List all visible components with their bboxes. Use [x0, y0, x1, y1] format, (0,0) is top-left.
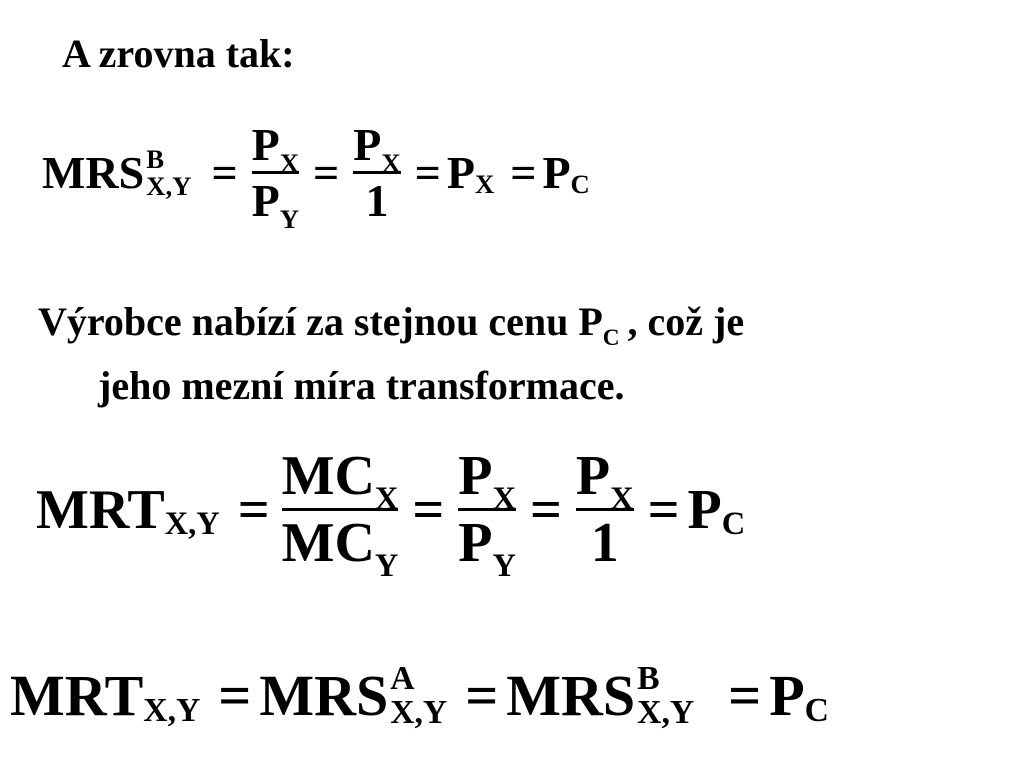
equation-equilibrium — [10, 662, 829, 729]
eq3-term2-supsub — [390, 662, 447, 729]
equation-mrt — [36, 444, 746, 584]
eq2-equals-3: = — [529, 478, 562, 541]
eq3-term3-sup: B — [637, 660, 660, 697]
eq3-term1-sub: X,Y — [143, 691, 201, 729]
eq3-term1: MRT — [10, 663, 144, 729]
eq2-term4: P — [687, 478, 722, 541]
eq1-frac2-den: 1 — [365, 175, 389, 226]
eq1-equals-2: = — [313, 147, 340, 198]
eq3-equals-1: = — [218, 663, 252, 729]
eq1-equals-3: = — [414, 147, 441, 198]
eq1-frac2-num-sub: X — [381, 148, 401, 178]
eq1-lhs-sub: X,Y — [146, 170, 192, 201]
eq2-frac3-num: P — [575, 445, 611, 507]
eq3-term4-sub: C — [804, 691, 829, 729]
eq2-frac3-den: 1 — [590, 512, 619, 574]
eq2-equals-2: = — [412, 478, 445, 541]
eq2-equals-1: = — [237, 478, 270, 541]
heading: A zrovna tak: — [62, 31, 295, 76]
paragraph-line-1 — [38, 298, 745, 352]
eq1-lhs-sup: B — [146, 143, 165, 174]
eq1-equals-1: = — [211, 147, 238, 198]
eq1-term4: P — [542, 147, 571, 198]
eq2-frac2-den: P — [458, 512, 493, 574]
eq2-frac2-num-sub: X — [492, 480, 516, 517]
eq3-term3-supsub — [637, 662, 694, 729]
eq2-lhs-main: MRT — [36, 478, 165, 541]
eq3-term4: P — [769, 663, 805, 729]
eq1-fraction-1 — [251, 118, 300, 234]
eq2-frac1-num: MC — [281, 445, 375, 507]
eq2-term4-sub: C — [721, 505, 746, 542]
eq3-term2-sub: X,Y — [390, 693, 448, 731]
eq3-equals-2: = — [465, 663, 499, 729]
eq2-equals-4: = — [647, 478, 680, 541]
eq3-equals-3: = — [728, 663, 762, 729]
eq1-equals-4: = — [510, 147, 537, 198]
eq2-fraction-1 — [281, 444, 399, 584]
eq1-frac1-den: P — [251, 175, 280, 226]
eq2-lhs-sub: X,Y — [164, 505, 220, 542]
eq2-fraction-2 — [458, 444, 516, 584]
eq2-frac3-num-sub: X — [610, 480, 634, 517]
eq2-frac2-den-sub: Y — [492, 547, 516, 584]
eq1-frac2-num: P — [353, 119, 382, 170]
paragraph-line-1-end: , což je — [627, 299, 745, 344]
eq3-term3-sub: X,Y — [637, 693, 695, 731]
eq3-term3: MRS — [506, 663, 636, 729]
eq1-frac1-num-sub: X — [279, 148, 300, 178]
paragraph-line-1-sub: C — [602, 325, 620, 352]
eq2-fraction-3 — [576, 444, 634, 575]
paragraph-line-1-text: Výrobce nabízí za stejnou cenu P — [38, 299, 603, 344]
eq2-frac2-num: P — [458, 445, 493, 507]
eq1-lhs-main: MRS — [42, 147, 145, 198]
eq1-term3: P — [446, 147, 475, 198]
eq1-term4-sub: C — [570, 169, 590, 199]
eq3-term2: MRS — [259, 663, 389, 729]
equation-mrs-b — [42, 118, 590, 234]
eq2-frac1-den: MC — [281, 512, 375, 574]
eq3-term2-sup: A — [390, 660, 415, 697]
eq1-lhs-supsub — [146, 143, 192, 201]
paragraph-line-2: jeho mezní míra transformace. — [98, 363, 625, 408]
eq1-frac1-num: P — [251, 119, 280, 170]
eq1-fraction-2 — [353, 118, 400, 227]
eq1-term3-sub: X — [474, 169, 495, 199]
eq1-frac1-den-sub: Y — [279, 204, 300, 234]
eq2-frac1-num-sub: X — [374, 480, 399, 517]
eq2-frac1-den-sub: Y — [374, 547, 399, 584]
